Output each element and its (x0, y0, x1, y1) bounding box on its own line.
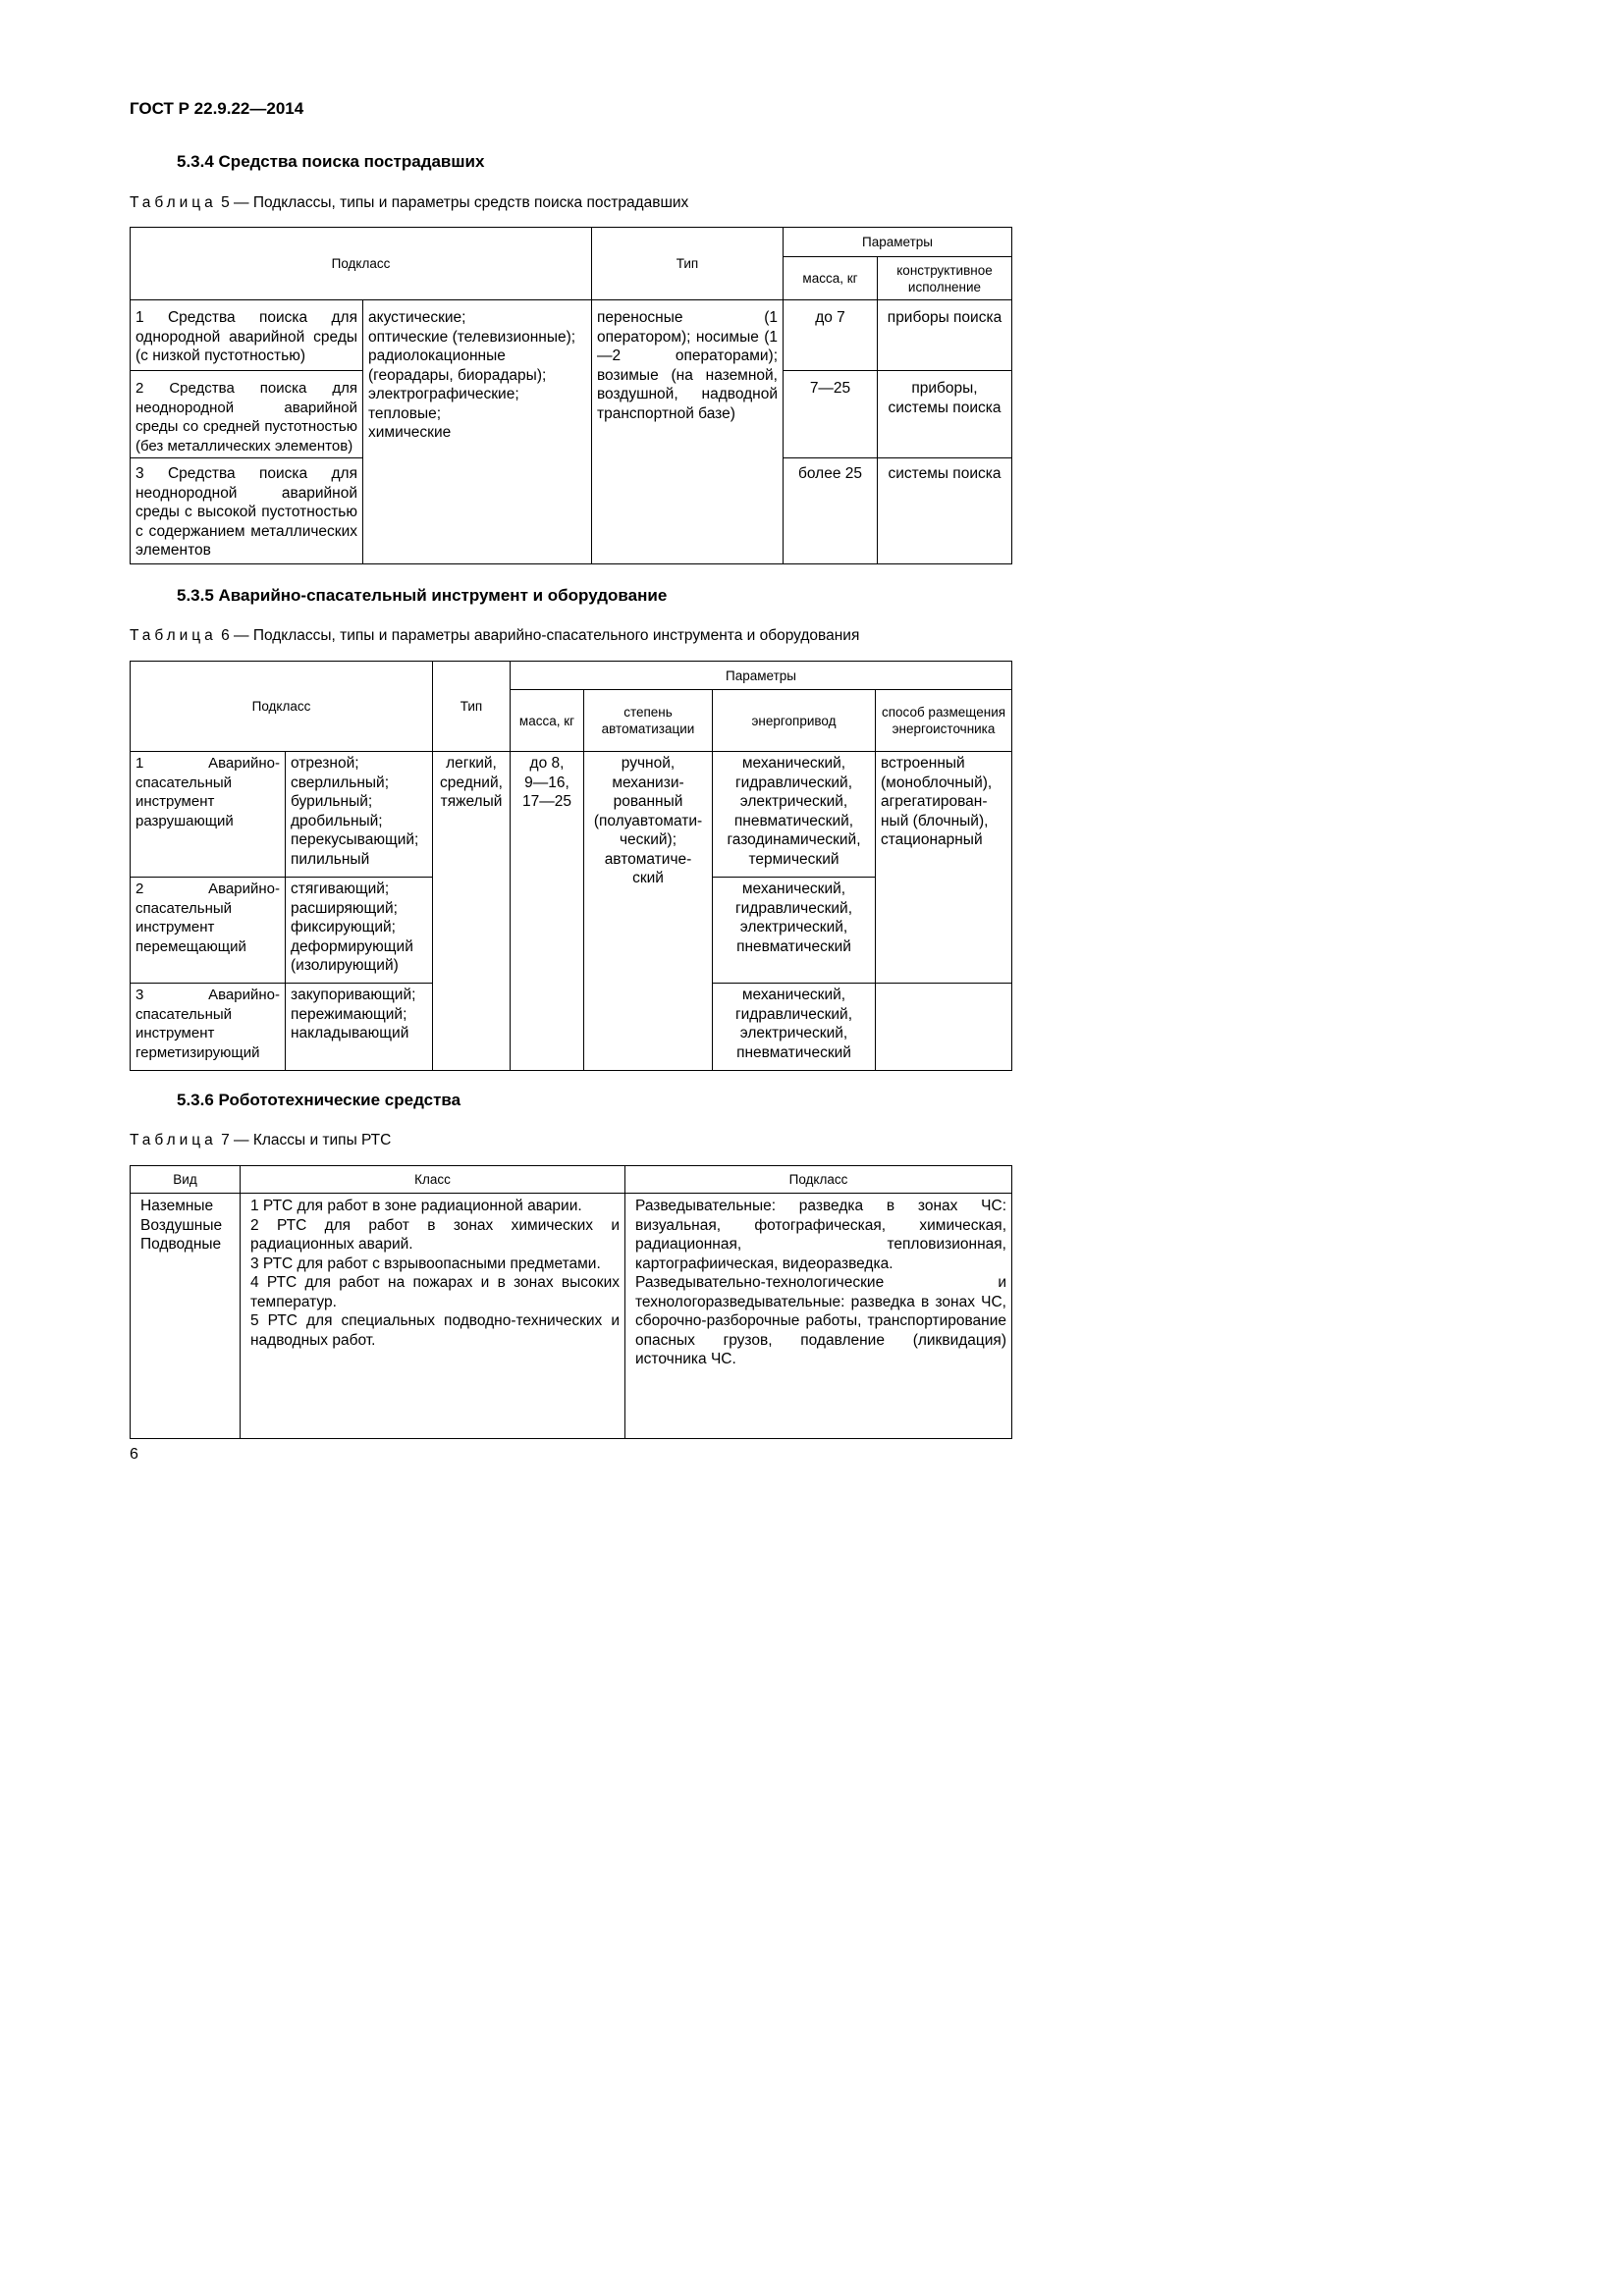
table-5-row-3-design: системы поиска (878, 458, 1012, 564)
table-6-row-3-placement-empty (876, 984, 1012, 1071)
class-item: 1 РТС для работ в зоне радиационной аварии. (250, 1198, 582, 1214)
kind-item: Воздушные (140, 1216, 223, 1234)
drive-item: электрический, (739, 919, 848, 935)
drive-item: электрический, (739, 1025, 848, 1041)
class-item: 2 РТС для работ в зонах химических и радиационных аварий. (250, 1216, 620, 1253)
kind-item: акустические; (368, 309, 466, 326)
table-6-row-2-kinds (286, 878, 433, 984)
class-item: 5 РТС для специальных подводно-технических и надводных работ. (250, 1312, 620, 1349)
drive-item: пневматический (736, 937, 851, 955)
table-6-header-params: Параметры (511, 662, 1012, 690)
table-7-header-kind: Вид (131, 1166, 241, 1194)
mass-item: до 8, (529, 755, 565, 772)
table-6 (130, 661, 1012, 1071)
placement-item: ный (блочный), (881, 812, 989, 829)
automation-item: автоматиче- (604, 850, 692, 868)
table-6-shared-mass (511, 752, 584, 1071)
table-5-header-mass: масса, кг (784, 257, 878, 300)
table-5-row-1-subclass: 1 Средства поиска для однородной аварийной среды (с низкой пустотностью) (131, 300, 363, 371)
kind-item: радиолокационные (георадары, биорадары); (368, 347, 547, 384)
drive-item: пневматический, (733, 812, 854, 829)
table-5 (130, 227, 1012, 564)
kind-item: (изолирующий) (291, 957, 399, 974)
table-5-shared-type: переносные (1 оператором); носимые (1—2 операторами); возимые (на наземной, воздушной, надводной транспортной базе) (592, 300, 784, 564)
drive-item: пневматический (736, 1043, 851, 1061)
kind-item: накладывающий (291, 1025, 409, 1041)
kind-item: фиксирующий; (291, 919, 396, 935)
kind-item: пережимающий; (291, 1005, 407, 1023)
table-5-row-3-subclass: 3 Средства поиска для неоднородной аварийной среды с высокой пустотностью с содержанием металлических элементов (131, 458, 363, 564)
table-5-header-design: конструктивное исполнение (878, 257, 1012, 300)
table-6-row-1-drive (713, 752, 876, 878)
table-6-row-1-placement (876, 752, 1012, 984)
drive-item: механический, (741, 755, 846, 772)
kind-item: стягивающий; (291, 881, 390, 897)
kind-item: пилильный (291, 850, 370, 868)
table-6-row-2-subclass: 2 Аварийно-спасательный инструмент перемещающий (131, 878, 286, 984)
table-6-shared-type (433, 752, 511, 1071)
table-5-row-2-design: приборы, системы поиска (878, 371, 1012, 458)
drive-item: гидравлический, (734, 899, 853, 917)
type-item: легкий, (446, 755, 497, 772)
type-item: средний, (440, 774, 503, 791)
drive-item: гидравлический, (734, 1005, 853, 1023)
table-6-row-2-drive (713, 878, 876, 984)
kind-item: Наземные (140, 1198, 214, 1214)
table-6-header-type: Тип (433, 662, 511, 752)
kind-item: тепловые; (368, 404, 442, 422)
table-7-header-class: Класс (241, 1166, 625, 1194)
table-7-caption (130, 1132, 391, 1149)
caption-prefix: Таблица (130, 627, 217, 644)
table-6-row-3-subclass: 3 Аварийно-спасательный инструмент герметизирующий (131, 984, 286, 1071)
table-5-caption (130, 194, 688, 212)
subclass-item: Разведывательно-технологические и технологоразведывательные: разведка в зонах ЧС, сборочно-разборочные работы, транспортирование опасных грузов, подавление (ликвидация) источника ЧС. (635, 1274, 1006, 1367)
automation-item: (полуавтомати- (593, 812, 703, 829)
table-5-row-1-design: приборы поиска (878, 300, 1012, 371)
document-header: ГОСТ Р 22.9.22—2014 (130, 99, 304, 118)
drive-item: термический (748, 850, 839, 868)
caption-prefix: Таблица (130, 1132, 217, 1148)
mass-item: 9—16, (524, 774, 569, 791)
table-5-row-2-subclass: 2 Средства поиска для неоднородной аварийной среды со средней пустотностью (без металлических элементов) (131, 371, 363, 458)
table-5-header-params: Параметры (784, 228, 1012, 257)
kind-item: перекусывающий; (291, 831, 419, 848)
table-5-row-1-mass: до 7 (784, 300, 878, 371)
automation-item: рованный (613, 793, 683, 810)
table-6-shared-automation (584, 752, 713, 1071)
table-6-row-1-subclass: 1 Аварийно-спасательный инструмент разрушающий (131, 752, 286, 878)
drive-item: механический, (741, 987, 846, 1003)
table-7 (130, 1165, 1012, 1439)
caption-text: 5 — Подклассы, типы и параметры средств поиска пострадавших (216, 194, 689, 211)
table-5-row-3-mass: более 25 (784, 458, 878, 564)
section-heading-5-3-6: 5.3.6 Робототехнические средства (177, 1091, 461, 1109)
kind-item: электрографические; (368, 386, 519, 402)
caption-text: 6 — Подклассы, типы и параметры аварийно-спасательного инструмента и оборудования (216, 627, 860, 644)
table-5-shared-kinds (363, 300, 592, 564)
table-7-header-subclass: Подкласс (625, 1166, 1012, 1194)
table-7-classes (241, 1194, 625, 1439)
class-item: 4 РТС для работ на пожарах и в зонах высоких температур. (250, 1274, 620, 1310)
table-6-row-1-kinds (286, 752, 433, 878)
placement-item: агрегатирован- (881, 793, 988, 810)
page-number: 6 (130, 1446, 138, 1463)
kind-item: Подводные (140, 1236, 222, 1253)
automation-item: ручной, (621, 755, 676, 772)
table-7-subclasses (625, 1194, 1012, 1439)
class-item: 3 РТС для работ с взрывоопасными предметами. (250, 1255, 601, 1272)
placement-item: стационарный (881, 831, 983, 848)
section-heading-5-3-4: 5.3.4 Средства поиска пострадавших (177, 152, 485, 171)
kind-item: деформирующий (291, 937, 413, 955)
table-7-kinds (131, 1194, 241, 1439)
automation-item: ский (632, 870, 664, 886)
automation-item: механизи- (612, 774, 684, 791)
table-6-header-subclass: Подкласс (131, 662, 433, 752)
kind-item: закупоривающий; (291, 987, 416, 1003)
table-5-header-type: Тип (592, 228, 784, 300)
mass-item: 17—25 (522, 793, 571, 810)
kind-item: отрезной; (291, 755, 359, 772)
placement-item: (моноблочный), (881, 774, 993, 791)
table-6-row-3-drive (713, 984, 876, 1071)
caption-text: 7 — Классы и типы РТС (216, 1132, 392, 1148)
automation-item: ческий); (619, 831, 677, 848)
section-heading-5-3-5: 5.3.5 Аварийно-спасательный инструмент и оборудование (177, 586, 668, 605)
table-6-header-placement: способ размещения энергоисточника (876, 690, 1012, 752)
table-6-header-automation: степень автоматизации (584, 690, 713, 752)
drive-item: гидравлический, (734, 774, 853, 791)
kind-item: дробильный; (291, 812, 383, 829)
table-5-header-subclass: Подкласс (131, 228, 592, 300)
drive-item: электрический, (739, 793, 848, 810)
table-5-row-2-mass: 7—25 (784, 371, 878, 458)
kind-item: бурильный; (291, 793, 373, 810)
table-6-header-mass: масса, кг (511, 690, 584, 752)
kind-item: оптические (телевизионные); (368, 328, 576, 346)
drive-item: механический, (741, 881, 846, 897)
subclass-item: Разведывательные: разведка в зонах ЧС: визуальная, фотографическая, химическая, радиационная, тепловизионная, картографиическая, видеоразведка. (635, 1198, 1006, 1272)
kind-item: химические (368, 424, 452, 441)
caption-prefix: Таблица (130, 194, 217, 211)
drive-item: газодинамический, (727, 831, 861, 848)
kind-item: сверлильный; (291, 774, 390, 791)
table-6-header-drive: энергопривод (713, 690, 876, 752)
type-item: тяжелый (440, 793, 503, 810)
table-6-row-3-kinds (286, 984, 433, 1071)
table-6-caption (130, 627, 859, 645)
kind-item: расширяющий; (291, 899, 398, 917)
placement-item: встроенный (881, 755, 965, 772)
